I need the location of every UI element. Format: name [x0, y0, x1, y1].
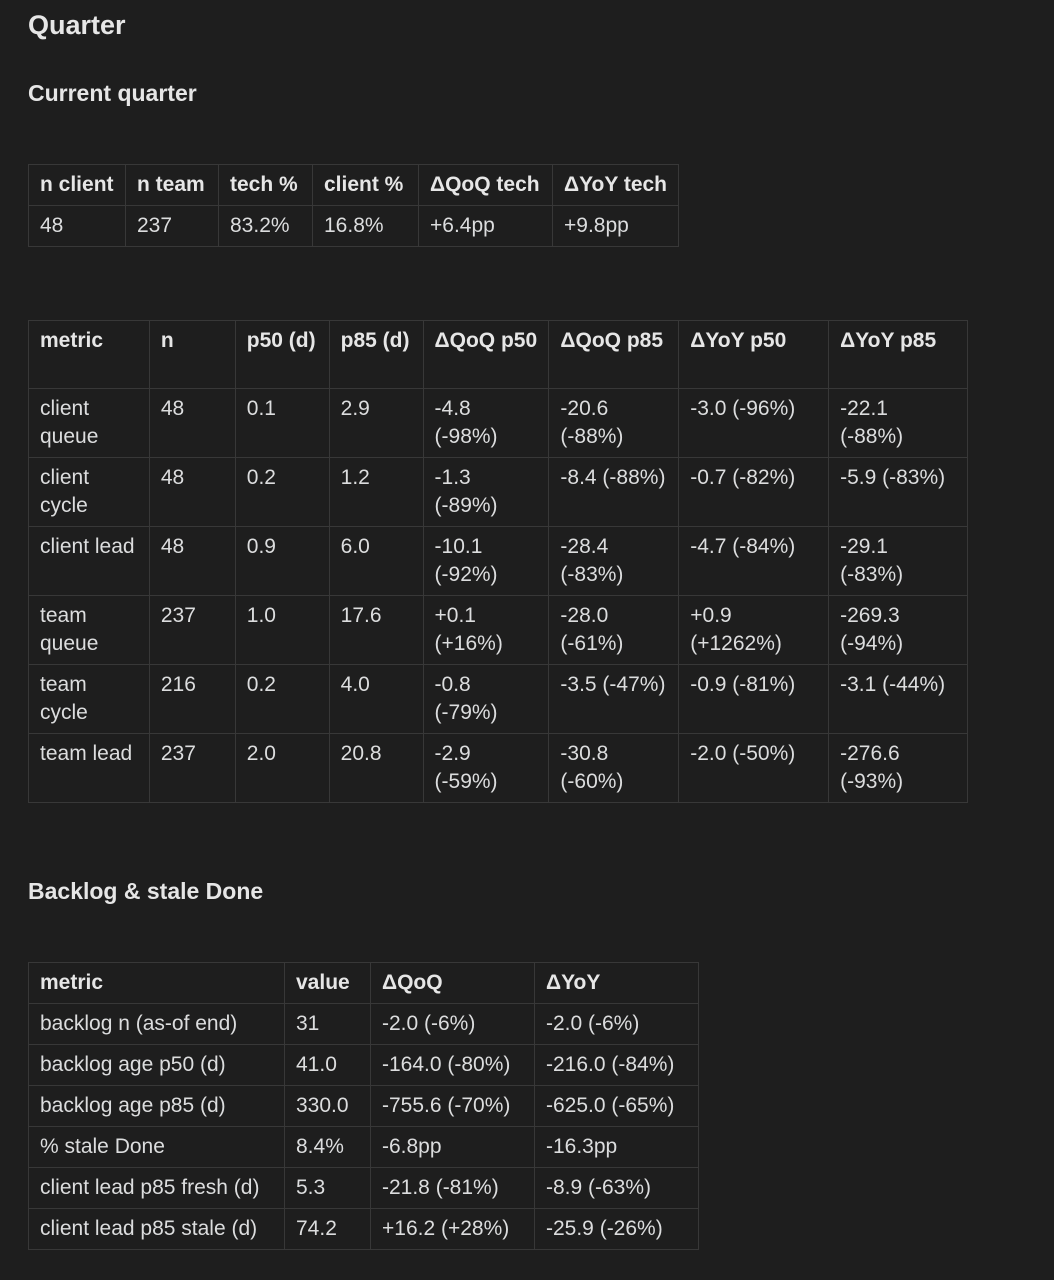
- column-header: ΔYoY tech: [553, 165, 679, 206]
- table-cell: +16.2 (+28%): [371, 1209, 535, 1250]
- table-cell: backlog n (as-of end): [29, 1004, 285, 1045]
- table-cell: 17.6: [329, 596, 423, 665]
- column-header: ΔQoQ tech: [419, 165, 553, 206]
- table-cell: 48: [149, 458, 235, 527]
- table-cell: -4.8 (-98%): [423, 389, 549, 458]
- table-cell: client lead p85 stale (d): [29, 1209, 285, 1250]
- table-cell: -28.0 (-61%): [549, 596, 679, 665]
- table-cell: client queue: [29, 389, 150, 458]
- table-cell: team queue: [29, 596, 150, 665]
- table-cell: -0.7 (-82%): [679, 458, 829, 527]
- table-row: [29, 1209, 699, 1250]
- column-header: value: [285, 963, 371, 1004]
- table-row: [29, 389, 968, 458]
- table-cell: 216: [149, 665, 235, 734]
- table-cell: -21.8 (-81%): [371, 1168, 535, 1209]
- table-row: [29, 1086, 699, 1127]
- page-title: Quarter: [28, 10, 126, 40]
- table-cell: -216.0 (-84%): [535, 1045, 699, 1086]
- table-cell: 237: [149, 596, 235, 665]
- table-cell: -6.8pp: [371, 1127, 535, 1168]
- table-cell: -8.9 (-63%): [535, 1168, 699, 1209]
- table-cell: -22.1 (-88%): [829, 389, 968, 458]
- table-cell: backlog age p85 (d): [29, 1086, 285, 1127]
- summary-table: [28, 164, 679, 247]
- table-cell: backlog age p50 (d): [29, 1045, 285, 1086]
- column-header: ΔYoY: [535, 963, 699, 1004]
- table-row: [29, 596, 968, 665]
- table-cell: -30.8 (-60%): [549, 734, 679, 803]
- table-cell: 0.9: [235, 527, 329, 596]
- table-row: [29, 665, 968, 734]
- table-cell: 4.0: [329, 665, 423, 734]
- column-header: p85 (d): [329, 321, 423, 389]
- table-header-row: [29, 165, 679, 206]
- table-cell: -1.3 (-89%): [423, 458, 549, 527]
- column-header: p50 (d): [235, 321, 329, 389]
- table-cell: -276.6 (-93%): [829, 734, 968, 803]
- column-header: ΔQoQ: [371, 963, 535, 1004]
- table-cell: -25.9 (-26%): [535, 1209, 699, 1250]
- column-header: ΔQoQ p85: [549, 321, 679, 389]
- column-header: n team: [126, 165, 219, 206]
- column-header: ΔYoY p50: [679, 321, 829, 389]
- table-cell: 20.8: [329, 734, 423, 803]
- table-cell: 41.0: [285, 1045, 371, 1086]
- table-cell: -29.1 (-83%): [829, 527, 968, 596]
- table-cell: -4.7 (-84%): [679, 527, 829, 596]
- table-cell: client cycle: [29, 458, 150, 527]
- table-cell: -28.4 (-83%): [549, 527, 679, 596]
- column-header: ΔQoQ p50: [423, 321, 549, 389]
- table-row: [29, 734, 968, 803]
- table-cell: team cycle: [29, 665, 150, 734]
- table-cell: -10.1 (-92%): [423, 527, 549, 596]
- table-cell: client lead p85 fresh (d): [29, 1168, 285, 1209]
- column-header: ΔYoY p85: [829, 321, 968, 389]
- table-cell: -0.9 (-81%): [679, 665, 829, 734]
- table-cell: +9.8pp: [553, 206, 679, 247]
- table-cell: +0.9 (+1262%): [679, 596, 829, 665]
- table-row: [29, 458, 968, 527]
- table-cell: -3.5 (-47%): [549, 665, 679, 734]
- table-cell: -269.3 (-94%): [829, 596, 968, 665]
- table-cell: +6.4pp: [419, 206, 553, 247]
- backlog-table: [28, 962, 699, 1250]
- column-header: metric: [29, 963, 285, 1004]
- table-row: [29, 1127, 699, 1168]
- table-cell: 0.2: [235, 665, 329, 734]
- table-cell: -164.0 (-80%): [371, 1045, 535, 1086]
- table-cell: 48: [149, 527, 235, 596]
- table-cell: -2.0 (-6%): [535, 1004, 699, 1045]
- table-cell: -2.0 (-6%): [371, 1004, 535, 1045]
- table-row: [29, 1004, 699, 1045]
- table-cell: -16.3pp: [535, 1127, 699, 1168]
- table-cell: -2.9 (-59%): [423, 734, 549, 803]
- table-cell: -0.8 (-79%): [423, 665, 549, 734]
- table-cell: 237: [149, 734, 235, 803]
- table-cell: 237: [126, 206, 219, 247]
- metrics-table: [28, 320, 968, 803]
- table-cell: 2.9: [329, 389, 423, 458]
- table-cell: -625.0 (-65%): [535, 1086, 699, 1127]
- table-cell: % stale Done: [29, 1127, 285, 1168]
- table-cell: 31: [285, 1004, 371, 1045]
- table-cell: -2.0 (-50%): [679, 734, 829, 803]
- table-cell: 83.2%: [219, 206, 313, 247]
- table-cell: 48: [149, 389, 235, 458]
- table-cell: -20.6 (-88%): [549, 389, 679, 458]
- table-cell: 6.0: [329, 527, 423, 596]
- table-row: [29, 527, 968, 596]
- column-header: tech %: [219, 165, 313, 206]
- table-cell: 1.0: [235, 596, 329, 665]
- table-cell: 2.0: [235, 734, 329, 803]
- table-cell: -3.1 (-44%): [829, 665, 968, 734]
- table-cell: 74.2: [285, 1209, 371, 1250]
- table-cell: 0.1: [235, 389, 329, 458]
- column-header: client %: [313, 165, 419, 206]
- table-cell: 1.2: [329, 458, 423, 527]
- table-header-row: [29, 321, 968, 389]
- backlog-heading: Backlog & stale Done: [28, 878, 264, 904]
- table-cell: -8.4 (-88%): [549, 458, 679, 527]
- current-quarter-heading: Current quarter: [28, 80, 197, 106]
- column-header: metric: [29, 321, 150, 389]
- table-cell: -3.0 (-96%): [679, 389, 829, 458]
- table-cell: -755.6 (-70%): [371, 1086, 535, 1127]
- table-cell: 330.0: [285, 1086, 371, 1127]
- table-cell: 5.3: [285, 1168, 371, 1209]
- table-cell: team lead: [29, 734, 150, 803]
- table-row: [29, 1045, 699, 1086]
- table-cell: -5.9 (-83%): [829, 458, 968, 527]
- table-row: [29, 206, 679, 247]
- table-cell: client lead: [29, 527, 150, 596]
- column-header: n: [149, 321, 235, 389]
- column-header: n client: [29, 165, 126, 206]
- table-cell: 16.8%: [313, 206, 419, 247]
- table-cell: 48: [29, 206, 126, 247]
- table-header-row: [29, 963, 699, 1004]
- table-row: [29, 1168, 699, 1209]
- table-cell: 8.4%: [285, 1127, 371, 1168]
- table-cell: 0.2: [235, 458, 329, 527]
- table-cell: +0.1 (+16%): [423, 596, 549, 665]
